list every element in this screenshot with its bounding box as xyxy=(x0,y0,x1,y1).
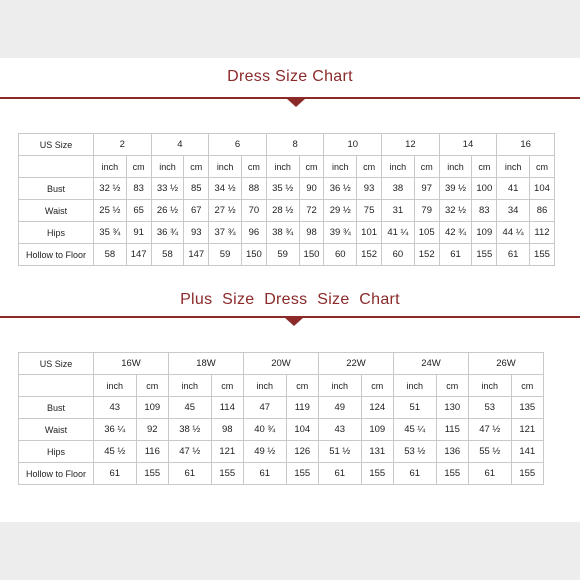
unit-inch-cell: inch xyxy=(169,375,212,397)
row-label: Hips xyxy=(19,222,94,244)
bottom-band xyxy=(0,522,580,580)
measurement-cell: 53 ½ xyxy=(394,441,437,463)
unit-inch-cell: inch xyxy=(382,156,415,178)
measurement-cell: 61 xyxy=(469,463,512,485)
measurement-cell: 51 ½ xyxy=(319,441,362,463)
unit-inch-cell: inch xyxy=(151,156,184,178)
measurement-cell: 88 xyxy=(241,178,266,200)
regular-title-notch-icon xyxy=(286,98,306,107)
size-header-cell: 2 xyxy=(94,134,152,156)
measurement-cell: 126 xyxy=(286,441,318,463)
measurement-cell: 61 xyxy=(497,244,530,266)
row-label: Waist xyxy=(19,419,94,441)
measurement-cell: 147 xyxy=(184,244,209,266)
measurement-cell: 45 ¼ xyxy=(394,419,437,441)
measurement-cell: 35 ½ xyxy=(266,178,299,200)
measurement-cell: 155 xyxy=(286,463,318,485)
measurement-cell: 36 ¾ xyxy=(151,222,184,244)
measurement-cell: 42 ¾ xyxy=(439,222,472,244)
measurement-cell: 55 ½ xyxy=(469,441,512,463)
measurement-cell: 40 ¾ xyxy=(244,419,287,441)
size-header-cell: 6 xyxy=(209,134,267,156)
unit-inch-cell: inch xyxy=(324,156,357,178)
measurement-cell: 27 ½ xyxy=(209,200,242,222)
measurement-cell: 61 xyxy=(94,463,137,485)
measurement-cell: 85 xyxy=(184,178,209,200)
measurement-cell: 44 ¼ xyxy=(497,222,530,244)
us-size-label: US Size xyxy=(19,134,94,156)
measurement-cell: 49 ½ xyxy=(244,441,287,463)
measurement-cell: 36 ¼ xyxy=(94,419,137,441)
size-header-cell: 12 xyxy=(382,134,440,156)
measurement-cell: 136 xyxy=(436,441,468,463)
measurement-cell: 152 xyxy=(357,244,382,266)
measurement-cell: 41 xyxy=(497,178,530,200)
measurement-cell: 38 ¾ xyxy=(266,222,299,244)
measurement-cell: 150 xyxy=(299,244,324,266)
measurement-cell: 130 xyxy=(436,397,468,419)
size-header-cell: 20W xyxy=(244,353,319,375)
unit-inch-cell: inch xyxy=(244,375,287,397)
measurement-cell: 34 ½ xyxy=(209,178,242,200)
measurement-cell: 105 xyxy=(414,222,439,244)
measurement-cell: 45 xyxy=(169,397,212,419)
us-size-label: US Size xyxy=(19,353,94,375)
unit-inch-cell: inch xyxy=(94,156,127,178)
measurement-cell: 83 xyxy=(126,178,151,200)
table-row xyxy=(19,222,555,244)
row-label: Bust xyxy=(19,178,94,200)
table-row xyxy=(19,441,544,463)
measurement-cell: 61 xyxy=(319,463,362,485)
unit-cm-cell: cm xyxy=(472,156,497,178)
measurement-cell: 51 xyxy=(394,397,437,419)
measurement-cell: 31 xyxy=(382,200,415,222)
size-header-cell: 26W xyxy=(469,353,544,375)
plus-size-table xyxy=(18,352,544,485)
measurement-cell: 116 xyxy=(136,441,168,463)
unit-cm-cell: cm xyxy=(184,156,209,178)
measurement-cell: 79 xyxy=(414,200,439,222)
measurement-cell: 45 ½ xyxy=(94,441,137,463)
empty-cell xyxy=(19,156,94,178)
measurement-cell: 58 xyxy=(94,244,127,266)
row-label: Bust xyxy=(19,397,94,419)
measurement-cell: 61 xyxy=(439,244,472,266)
measurement-cell: 53 xyxy=(469,397,512,419)
measurement-cell: 97 xyxy=(414,178,439,200)
measurement-cell: 72 xyxy=(299,200,324,222)
unit-cm-cell: cm xyxy=(126,156,151,178)
measurement-cell: 121 xyxy=(511,419,543,441)
measurement-cell: 104 xyxy=(286,419,318,441)
measurement-cell: 43 xyxy=(319,419,362,441)
size-header-cell: 10 xyxy=(324,134,382,156)
measurement-cell: 150 xyxy=(241,244,266,266)
unit-cm-cell: cm xyxy=(241,156,266,178)
unit-inch-cell: inch xyxy=(394,375,437,397)
measurement-cell: 100 xyxy=(472,178,497,200)
measurement-cell: 92 xyxy=(136,419,168,441)
measurement-cell: 155 xyxy=(136,463,168,485)
regular-size-table xyxy=(18,133,555,266)
measurement-cell: 155 xyxy=(361,463,393,485)
size-header-cell: 24W xyxy=(394,353,469,375)
size-header-cell: 4 xyxy=(151,134,209,156)
measurement-cell: 39 ¾ xyxy=(324,222,357,244)
measurement-cell: 60 xyxy=(324,244,357,266)
measurement-cell: 112 xyxy=(529,222,554,244)
measurement-cell: 34 xyxy=(497,200,530,222)
measurement-cell: 47 xyxy=(244,397,287,419)
measurement-cell: 109 xyxy=(136,397,168,419)
table-row xyxy=(19,178,555,200)
measurement-cell: 135 xyxy=(511,397,543,419)
measurement-cell: 147 xyxy=(126,244,151,266)
measurement-cell: 70 xyxy=(241,200,266,222)
measurement-cell: 109 xyxy=(472,222,497,244)
unit-inch-cell: inch xyxy=(94,375,137,397)
size-header-cell: 14 xyxy=(439,134,497,156)
measurement-cell: 36 ½ xyxy=(324,178,357,200)
unit-header-row xyxy=(19,375,544,397)
unit-inch-cell: inch xyxy=(319,375,362,397)
measurement-cell: 93 xyxy=(184,222,209,244)
measurement-cell: 65 xyxy=(126,200,151,222)
table-row xyxy=(19,200,555,222)
measurement-cell: 61 xyxy=(169,463,212,485)
measurement-cell: 155 xyxy=(511,463,543,485)
top-band xyxy=(0,0,580,58)
unit-cm-cell: cm xyxy=(357,156,382,178)
plus-chart-title: Plus Size Dress Size Chart xyxy=(180,291,400,308)
measurement-cell: 49 xyxy=(319,397,362,419)
size-header-cell: 8 xyxy=(266,134,324,156)
row-label: Hollow to Floor xyxy=(19,244,94,266)
measurement-cell: 124 xyxy=(361,397,393,419)
measurement-cell: 121 xyxy=(211,441,243,463)
measurement-cell: 59 xyxy=(266,244,299,266)
measurement-cell: 155 xyxy=(529,244,554,266)
measurement-cell: 60 xyxy=(382,244,415,266)
unit-header-row xyxy=(19,156,555,178)
measurement-cell: 101 xyxy=(357,222,382,244)
measurement-cell: 35 ¾ xyxy=(94,222,127,244)
measurement-cell: 141 xyxy=(511,441,543,463)
unit-cm-cell: cm xyxy=(299,156,324,178)
measurement-cell: 75 xyxy=(357,200,382,222)
row-label: Hollow to Floor xyxy=(19,463,94,485)
measurement-cell: 25 ½ xyxy=(94,200,127,222)
measurement-cell: 38 xyxy=(382,178,415,200)
measurement-cell: 47 ½ xyxy=(169,441,212,463)
measurement-cell: 32 ½ xyxy=(439,200,472,222)
measurement-cell: 98 xyxy=(299,222,324,244)
measurement-cell: 90 xyxy=(299,178,324,200)
measurement-cell: 26 ½ xyxy=(151,200,184,222)
measurement-cell: 37 ¾ xyxy=(209,222,242,244)
regular-chart-title: Dress Size Chart xyxy=(227,68,353,85)
measurement-cell: 91 xyxy=(126,222,151,244)
measurement-cell: 86 xyxy=(529,200,554,222)
table-row xyxy=(19,397,544,419)
measurement-cell: 67 xyxy=(184,200,209,222)
unit-cm-cell: cm xyxy=(286,375,318,397)
measurement-cell: 43 xyxy=(94,397,137,419)
empty-cell xyxy=(19,375,94,397)
measurement-cell: 155 xyxy=(211,463,243,485)
unit-inch-cell: inch xyxy=(497,156,530,178)
table-row xyxy=(19,244,555,266)
measurement-cell: 59 xyxy=(209,244,242,266)
measurement-cell: 93 xyxy=(357,178,382,200)
measurement-cell: 58 xyxy=(151,244,184,266)
row-label: Hips xyxy=(19,441,94,463)
size-header-cell: 22W xyxy=(319,353,394,375)
size-header-cell: 16W xyxy=(94,353,169,375)
unit-inch-cell: inch xyxy=(439,156,472,178)
measurement-cell: 39 ½ xyxy=(439,178,472,200)
measurement-cell: 155 xyxy=(436,463,468,485)
measurement-cell: 115 xyxy=(436,419,468,441)
table-row xyxy=(19,419,544,441)
size-header-cell: 18W xyxy=(169,353,244,375)
row-label: Waist xyxy=(19,200,94,222)
unit-cm-cell: cm xyxy=(361,375,393,397)
unit-cm-cell: cm xyxy=(511,375,543,397)
measurement-cell: 119 xyxy=(286,397,318,419)
unit-inch-cell: inch xyxy=(266,156,299,178)
measurement-cell: 104 xyxy=(529,178,554,200)
measurement-cell: 96 xyxy=(241,222,266,244)
measurement-cell: 33 ½ xyxy=(151,178,184,200)
measurement-cell: 155 xyxy=(472,244,497,266)
size-header-row xyxy=(19,353,544,375)
measurement-cell: 109 xyxy=(361,419,393,441)
measurement-cell: 47 ½ xyxy=(469,419,512,441)
unit-cm-cell: cm xyxy=(436,375,468,397)
unit-cm-cell: cm xyxy=(136,375,168,397)
unit-cm-cell: cm xyxy=(211,375,243,397)
measurement-cell: 83 xyxy=(472,200,497,222)
unit-cm-cell: cm xyxy=(414,156,439,178)
measurement-cell: 32 ½ xyxy=(94,178,127,200)
measurement-cell: 152 xyxy=(414,244,439,266)
unit-inch-cell: inch xyxy=(469,375,512,397)
table-row xyxy=(19,463,544,485)
measurement-cell: 131 xyxy=(361,441,393,463)
measurement-cell: 29 ½ xyxy=(324,200,357,222)
measurement-cell: 114 xyxy=(211,397,243,419)
measurement-cell: 28 ½ xyxy=(266,200,299,222)
size-header-row xyxy=(19,134,555,156)
measurement-cell: 38 ½ xyxy=(169,419,212,441)
unit-cm-cell: cm xyxy=(529,156,554,178)
measurement-cell: 61 xyxy=(394,463,437,485)
measurement-cell: 41 ¼ xyxy=(382,222,415,244)
measurement-cell: 98 xyxy=(211,419,243,441)
size-header-cell: 16 xyxy=(497,134,555,156)
plus-title-notch-icon xyxy=(284,317,304,326)
measurement-cell: 61 xyxy=(244,463,287,485)
unit-inch-cell: inch xyxy=(209,156,242,178)
